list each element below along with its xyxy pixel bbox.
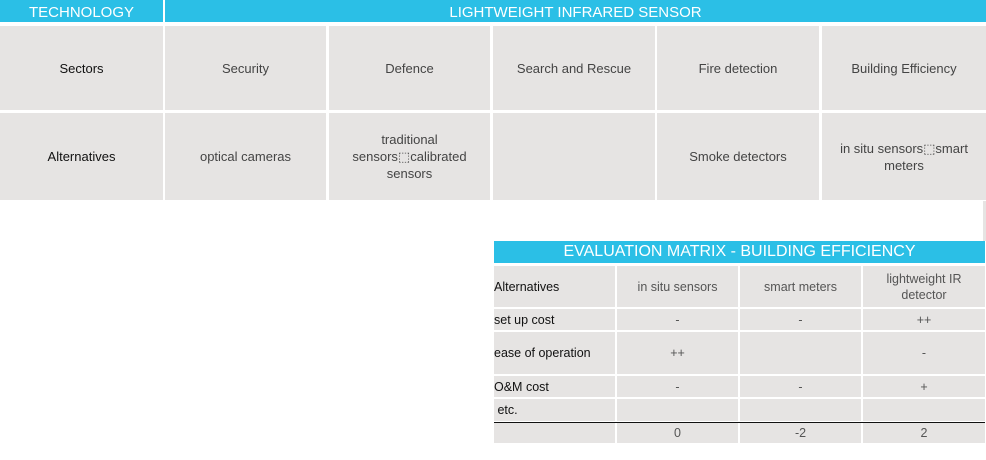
- alternative-cell: [493, 113, 655, 200]
- matrix-value: [863, 399, 985, 421]
- matrix-value: [617, 399, 738, 421]
- matrix-value: ++: [863, 309, 985, 330]
- matrix-total-label: [494, 423, 615, 443]
- matrix-title: EVALUATION MATRIX - BUILDING EFFICIENCY: [494, 241, 985, 263]
- matrix-column-header: Alternatives: [494, 266, 615, 307]
- alternatives-row-label: Alternatives: [0, 113, 163, 200]
- matrix-value: -: [863, 332, 985, 374]
- matrix-value: +: [863, 376, 985, 397]
- matrix-value: [740, 399, 861, 421]
- matrix-total: 2: [863, 423, 985, 443]
- sensor-header: LIGHTWEIGHT INFRARED SENSOR: [165, 0, 986, 22]
- sector-cell: Search and Rescue: [493, 26, 655, 110]
- alternative-cell: optical cameras: [165, 113, 326, 200]
- matrix-value: -: [617, 376, 738, 397]
- technology-header: TECHNOLOGY: [0, 0, 163, 22]
- alternative-cell: traditional sensors⬚calibrated sensors: [329, 113, 490, 200]
- matrix-total: 0: [617, 423, 738, 443]
- matrix-value: -: [740, 309, 861, 330]
- sector-cell: Defence: [329, 26, 490, 110]
- sector-cell: Fire detection: [657, 26, 819, 110]
- sector-cell: Security: [165, 26, 326, 110]
- matrix-row-label: set up cost: [494, 309, 615, 330]
- alternative-cell: Smoke detectors: [657, 113, 819, 200]
- sector-table: [0, 0, 986, 200]
- matrix-row-label: ease of operation: [494, 332, 615, 374]
- matrix-value: [740, 332, 861, 374]
- matrix-column-header: smart meters: [740, 266, 861, 307]
- matrix-row-label: O&M cost: [494, 376, 615, 397]
- matrix-total: -2: [740, 423, 861, 443]
- matrix-value: -: [617, 309, 738, 330]
- matrix-column-header: lightweight IR detector: [863, 266, 985, 307]
- alternative-cell: in situ sensors⬚smart meters: [822, 113, 986, 200]
- sectors-row-label: Sectors: [0, 26, 163, 110]
- matrix-row-label: etc.: [494, 399, 615, 421]
- sector-cell: Building Efficiency: [822, 26, 986, 110]
- matrix-value: ++: [617, 332, 738, 374]
- matrix-value: -: [740, 376, 861, 397]
- evaluation-matrix: [494, 241, 985, 443]
- matrix-column-header: in situ sensors: [617, 266, 738, 307]
